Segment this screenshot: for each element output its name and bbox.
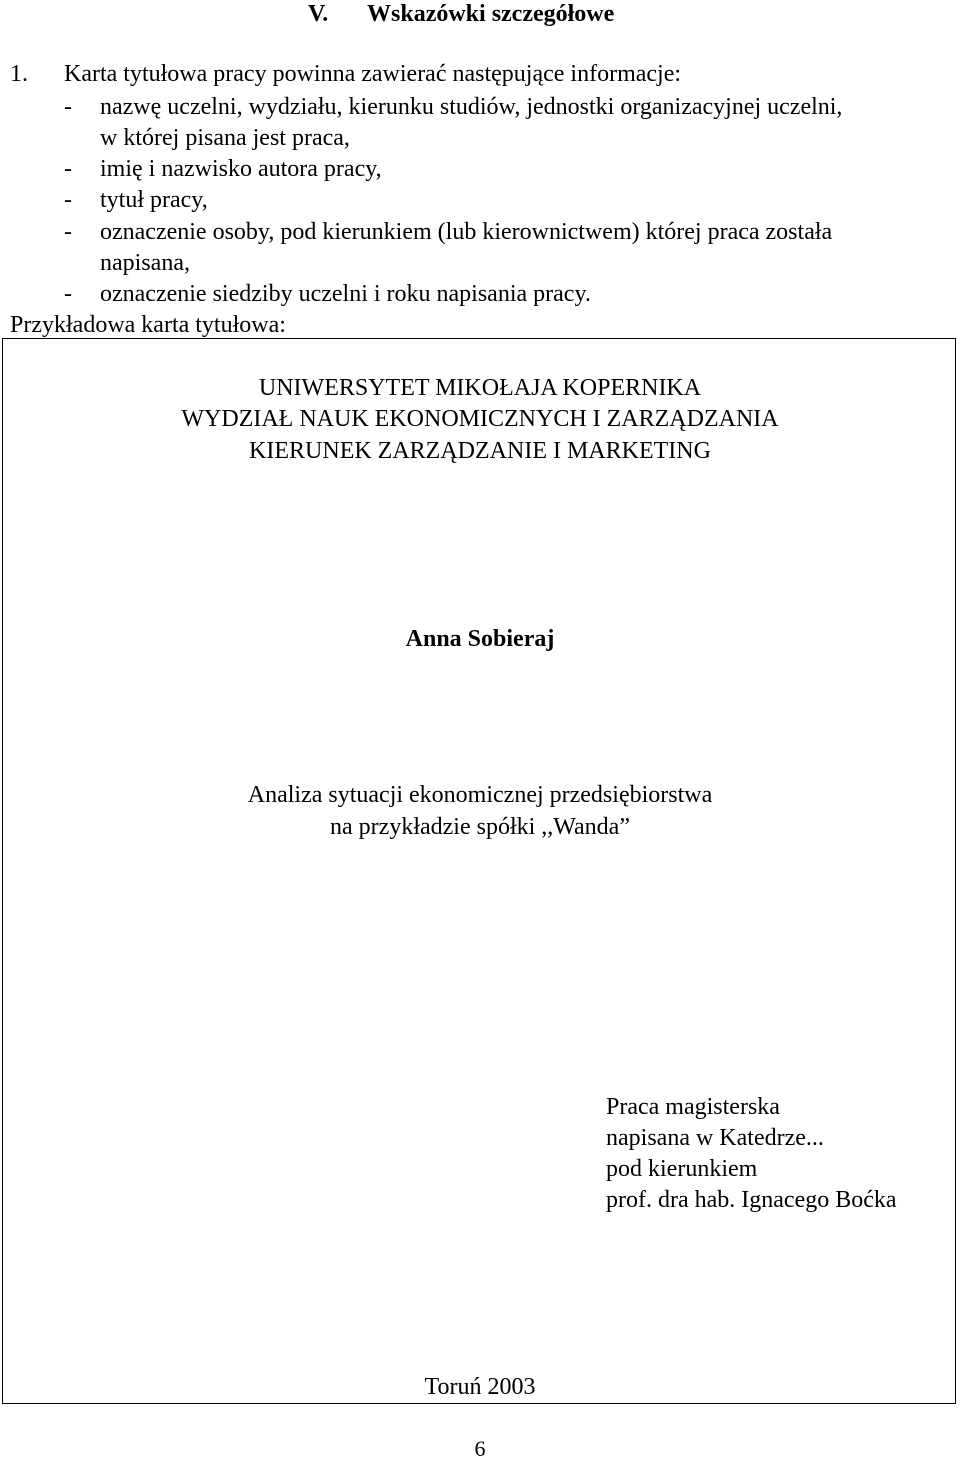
list-item-line: imię i nazwisko autora pracy, — [100, 156, 382, 182]
list-item-line: tytuł pracy, — [100, 187, 208, 213]
faculty-name: WYDZIAŁ NAUK EKONOMICZNYCH I ZARZĄDZANIA — [181, 406, 779, 432]
list-item-line: nazwę uczelni, wydziału, kierunku studiów, jednostki organizacyjnej uczelni, — [100, 94, 843, 120]
example-label: Przykładowa karta tytułowa: — [10, 312, 286, 338]
section-number: V. — [308, 1, 329, 27]
list-item-line: oznaczenie osoby, pod kierunkiem (lub kierownictwem) której praca została — [100, 219, 833, 245]
thesis-title-line: Analiza sytuacji ekonomicznej przedsiębiorstwa — [247, 782, 713, 808]
list-dash: - — [64, 156, 72, 182]
place-and-year: Toruń 2003 — [424, 1374, 536, 1400]
supervision-line: Praca magisterska — [606, 1094, 780, 1120]
supervision-line: napisana w Katedrze... — [606, 1125, 824, 1151]
field-of-study: KIERUNEK ZARZĄDZANIE I MARKETING — [249, 438, 711, 464]
item-intro: Karta tytułowa pracy powinna zawierać następujące informacje: — [64, 61, 682, 87]
list-item-line: w której pisana jest praca, — [100, 125, 350, 151]
thesis-title-line: na przykładzie spółki ,,Wanda” — [330, 814, 630, 840]
list-dash: - — [64, 187, 72, 213]
title-page-frame — [2, 338, 956, 1404]
page-number: 6 — [474, 1436, 486, 1461]
author-name: Anna Sobieraj — [405, 626, 555, 652]
list-item-line: napisana, — [100, 250, 190, 276]
list-dash: - — [64, 219, 72, 245]
list-dash: - — [64, 281, 72, 307]
list-dash: - — [64, 94, 72, 120]
supervision-line: prof. dra hab. Ignacego Boćka — [606, 1187, 897, 1213]
university-name: UNIWERSYTET MIKOŁAJA KOPERNIKA — [258, 375, 702, 401]
section-title: Wskazówki szczegółowe — [367, 1, 615, 27]
list-item-line: oznaczenie siedziby uczelni i roku napisania pracy. — [100, 281, 591, 307]
supervision-line: pod kierunkiem — [606, 1156, 758, 1182]
item-number: 1. — [10, 61, 28, 87]
